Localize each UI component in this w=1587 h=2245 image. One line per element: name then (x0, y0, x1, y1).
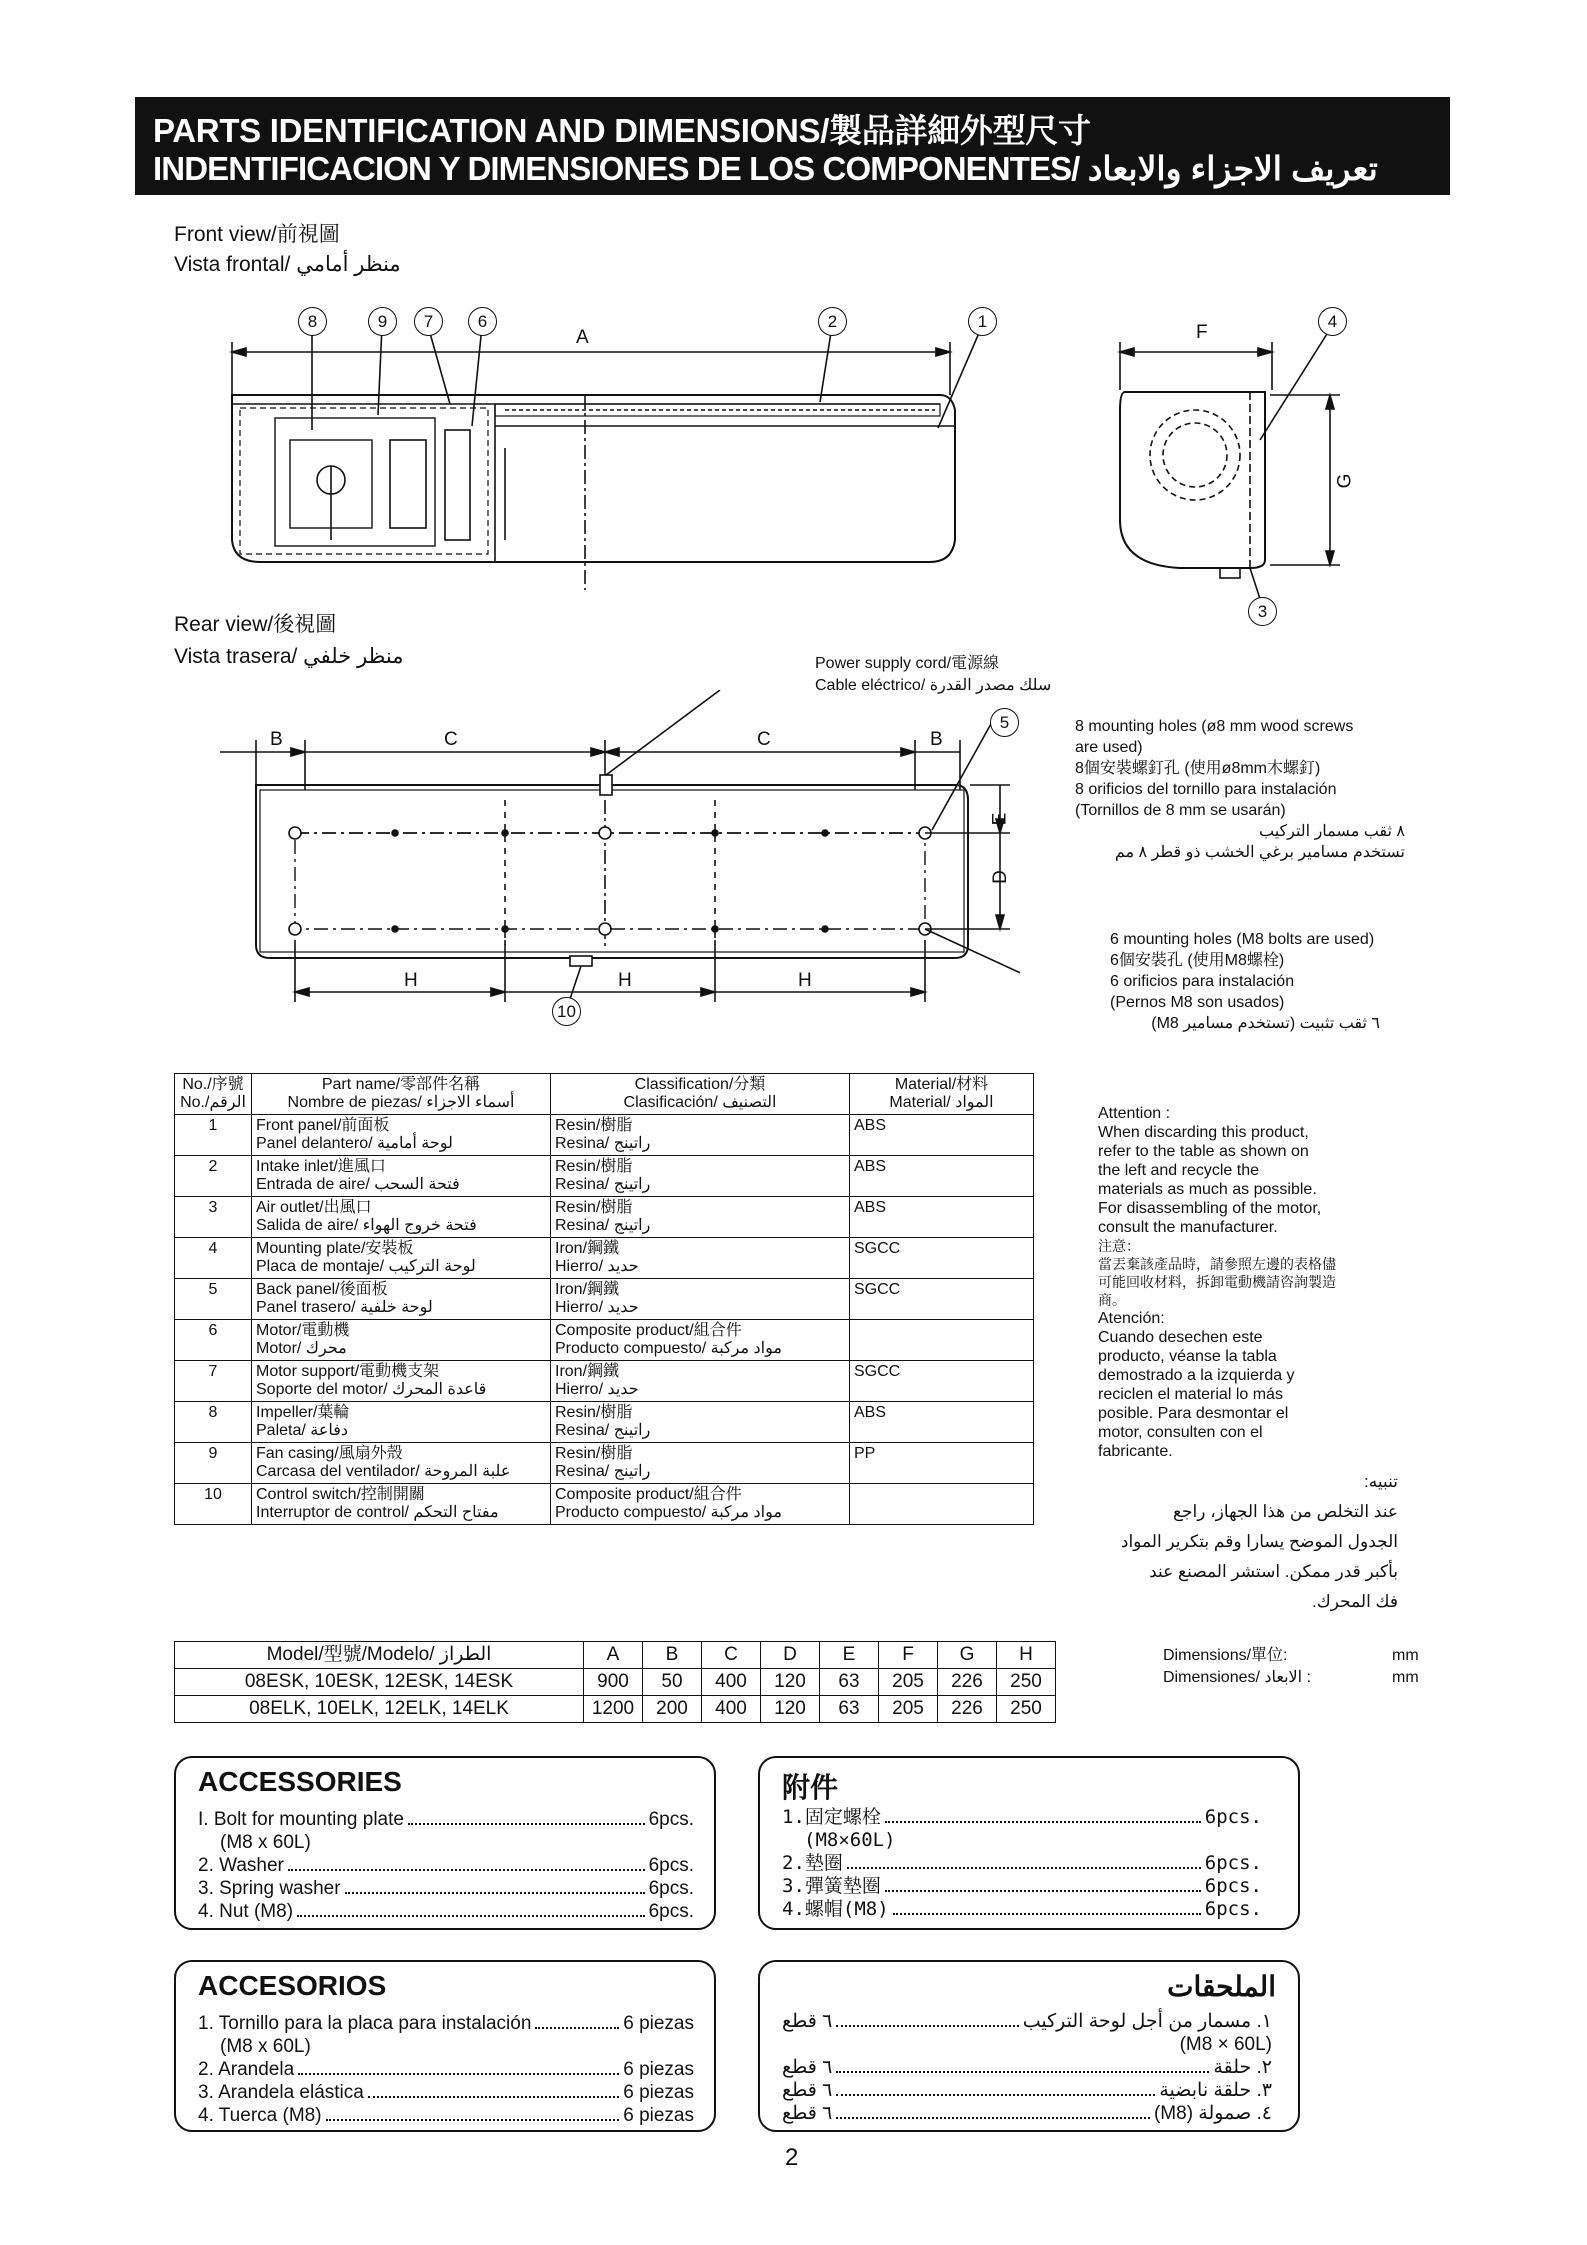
units-label: Dimensions/單位: (1163, 1647, 1288, 1664)
table-cell (850, 1320, 1034, 1361)
callout-10: 10 (552, 997, 581, 1026)
table-cell: ABS (850, 1197, 1034, 1238)
accessories-list-zh (782, 1806, 1262, 1921)
callout-4: 4 (1318, 307, 1347, 336)
table-cell: 226 (938, 1696, 997, 1723)
callout-1: 1 (968, 307, 997, 336)
table-row (175, 1402, 1034, 1443)
accessories-list-en (198, 1808, 694, 1923)
table-cell: Resin/樹脂 Resina/ راتينج (551, 1443, 850, 1484)
attention-line: عند التخلص من هذا الجهاز، راجع (1172, 1502, 1398, 1521)
attention-line: Cuando desechen este (1098, 1329, 1263, 1346)
attention-line: 注意： (1098, 1238, 1140, 1254)
table-cell: 08ESK, 10ESK, 12ESK, 14ESK (175, 1669, 584, 1696)
table-row (175, 1669, 1056, 1696)
table-cell: 50 (643, 1669, 702, 1696)
list-item-sub: (M8 × 60L) (1179, 2034, 1272, 2055)
table-cell: Iron/鋼鐵 Hierro/ حديد (551, 1361, 850, 1402)
accessories-box-en (174, 1756, 716, 1930)
col-part-name: Part name/零部件名稱 Nombre de piezas/ أسماء الاجزاء (252, 1074, 551, 1115)
accessories-box-zh (758, 1756, 1300, 1930)
parts-table (174, 1073, 1034, 1525)
table-cell: 226 (938, 1669, 997, 1696)
dims-header-model: Model/型號/Modelo/ الطراز (175, 1642, 584, 1669)
table-cell: 205 (879, 1696, 938, 1723)
attention-line: 可能回收材料，拆卸電動機請咨詢製造 (1098, 1274, 1336, 1290)
dim-label-H-1: H (404, 970, 418, 991)
attention-line: For disassembling of the motor, (1098, 1200, 1322, 1217)
attention-line: producto, véanse la tabla (1098, 1348, 1277, 1365)
table-row (175, 1197, 1034, 1238)
note-8-holes: 8 mounting holes (ø8 mm wood screws are used) 8個安裝螺釘孔 (使用ø8mm木螺釘) 8 orificios del tornillo para instalación (Tornillos de 8 mm se usarán) ٨ ثقب مسمار التركيب تستخدم مسامير برغي الخشب ذو قطر ٨ مم (1075, 718, 1405, 861)
table-row (175, 1320, 1034, 1361)
dim-label-A: A (576, 327, 589, 348)
list-item-sub: (M8 x 60L) (220, 2036, 311, 2057)
list-item: 4. Tuerca (M8) 6 piezas (198, 2105, 694, 2126)
dims-header-F: F (879, 1642, 938, 1669)
table-row (175, 1279, 1034, 1320)
list-item: ٤. صمولة (M8) ٦ قطع (782, 2103, 1272, 2124)
dimensions-table (174, 1641, 1056, 1723)
list-item: 3.彈簧墊圈 6pcs. (782, 1875, 1262, 1897)
table-cell: 63 (820, 1696, 879, 1723)
callout-6: 6 (468, 307, 497, 336)
dim-label-F: F (1196, 322, 1208, 343)
units-value-2: mm (1392, 1669, 1419, 1686)
table-cell: 250 (997, 1696, 1056, 1723)
dim-label-C-left: C (444, 729, 458, 750)
table-cell: 400 (702, 1669, 761, 1696)
list-item-sub: (M8×60L) (804, 1829, 896, 1851)
table-row (175, 1156, 1034, 1197)
attention-line: the left and recycle the (1098, 1162, 1259, 1179)
attention-line: الجدول الموضح يسارا وقم بتكرير المواد (1120, 1532, 1398, 1551)
attention-line: بأكبر قدر ممكن. استشر المصنع عند (1149, 1562, 1398, 1581)
col-no: No./序號 No./الرقم (175, 1074, 252, 1115)
table-cell: 205 (879, 1669, 938, 1696)
table-cell: 8 (175, 1402, 252, 1443)
table-cell: Motor support/電動機支架 Soporte del motor/ قاعدة المحرك (252, 1361, 551, 1402)
list-item: ٢. حلقة ٦ قطع (782, 2057, 1272, 2078)
table-cell: 08ELK, 10ELK, 12ELK, 14ELK (175, 1696, 584, 1723)
dims-header-E: E (820, 1642, 879, 1669)
accessories-title-es: ACCESORIOS (198, 1970, 387, 2001)
list-item: 2. Washer 6pcs. (198, 1855, 694, 1876)
callout-5: 5 (990, 708, 1019, 737)
list-item: ١. مسمار من أجل لوحة التركيب ٦ قطع (782, 2011, 1272, 2032)
attention-note (1098, 1104, 1398, 1617)
list-item: 2.墊圈 6pcs. (782, 1852, 1262, 1874)
table-cell: Intake inlet/進風口 Entrada de aire/ فتحة السحب (252, 1156, 551, 1197)
callout-9: 9 (368, 307, 397, 336)
table-cell: 10 (175, 1484, 252, 1525)
attention-line: materials as much as possible. (1098, 1181, 1317, 1198)
accessories-box-es (174, 1960, 716, 2132)
list-item: ٣. حلقة نابضية ٦ قطع (782, 2080, 1272, 2101)
table-cell: 7 (175, 1361, 252, 1402)
dim-label-G: G (1334, 473, 1356, 489)
rear-view-label: Rear view/後視圖 (174, 613, 337, 636)
table-row (175, 1361, 1034, 1402)
attention-line: posible. Para desmontar el (1098, 1405, 1289, 1422)
table-cell: Front panel/前面板 Panel delantero/ لوحة أمامية (252, 1115, 551, 1156)
col-classification: Classification/分類 Clasificación/ التصنيف (551, 1074, 850, 1115)
dim-label-B-left: B (270, 729, 283, 750)
front-view-label-2: Vista frontal/ منظر أمامي (174, 253, 401, 276)
table-cell: 63 (820, 1669, 879, 1696)
attention-line: consult the manufacturer. (1098, 1219, 1278, 1236)
list-item-sub: (M8 x 60L) (220, 1832, 311, 1853)
table-row (175, 1484, 1034, 1525)
table-cell: Iron/鋼鐵 Hierro/ حديد (551, 1279, 850, 1320)
attention-line: demostrado a la izquierda y (1098, 1367, 1295, 1384)
table-cell: Fan casing/風扇外殼 Carcasa del ventilador/ علبة المروحة (252, 1443, 551, 1484)
dims-header-H: H (997, 1642, 1056, 1669)
table-row (175, 1238, 1034, 1279)
rear-view-label-2: Vista trasera/ منظر خلفي (174, 645, 404, 668)
list-item: I. Bolt for mounting plate 6pcs. (198, 1809, 694, 1830)
table-cell: ABS (850, 1156, 1034, 1197)
attention-line: reciclen el material lo más (1098, 1386, 1283, 1403)
attention-line: 商。 (1098, 1292, 1126, 1308)
attention-line: Attention : (1098, 1105, 1171, 1122)
attention-line: فك المحرك. (1312, 1592, 1398, 1611)
dims-header-A: A (584, 1642, 643, 1669)
list-item: 4.螺帽(M8) 6pcs. (782, 1898, 1262, 1920)
dim-label-E: E (989, 812, 1011, 826)
table-cell: SGCC (850, 1238, 1034, 1279)
dim-label-B-right: B (930, 729, 943, 750)
attention-line: refer to the table as shown on (1098, 1143, 1309, 1160)
dims-header-row (175, 1642, 1056, 1669)
table-row (175, 1443, 1034, 1484)
table-cell: SGCC (850, 1361, 1034, 1402)
page-title-line-1: PARTS IDENTIFICATION AND DIMENSIONS/製品詳細外型尺寸 (153, 112, 1091, 149)
dim-label-H-2: H (618, 970, 632, 991)
table-cell: 1 (175, 1115, 252, 1156)
table-cell: 4 (175, 1238, 252, 1279)
dims-header-B: B (643, 1642, 702, 1669)
table-row (175, 1115, 1034, 1156)
dim-label-H-3: H (798, 970, 812, 991)
list-item: 3. Spring washer 6pcs. (198, 1878, 694, 1899)
accessories-title-ar: الملحقات (1167, 1971, 1276, 2002)
table-cell (850, 1484, 1034, 1525)
units-value: mm (1392, 1647, 1419, 1664)
table-cell: 1200 (584, 1696, 643, 1723)
attention-line: When discarding this product, (1098, 1124, 1309, 1141)
list-item: 1. Tornillo para la placa para instalación 6 piezas (198, 2013, 694, 2034)
table-cell: 6 (175, 1320, 252, 1361)
table-cell: Composite product/組合件 Producto compuesto/ مواد مركبة (551, 1484, 850, 1525)
list-item: 1.固定螺栓 6pcs. (782, 1806, 1262, 1828)
dims-header-G: G (938, 1642, 997, 1669)
table-cell: 400 (702, 1696, 761, 1723)
title-bar (135, 97, 1450, 195)
table-cell: PP (850, 1443, 1034, 1484)
table-cell: 900 (584, 1669, 643, 1696)
table-cell: Composite product/組合件 Producto compuesto/ مواد مركبة (551, 1320, 850, 1361)
accessories-title-en: ACCESSORIES (198, 1766, 402, 1797)
attention-line: fabricante. (1098, 1443, 1173, 1460)
attention-line: Atención: (1098, 1310, 1165, 1327)
table-cell: Air outlet/出風口 Salida de aire/ فتحة خروج الهواء (252, 1197, 551, 1238)
attention-line: motor, consulten con el (1098, 1424, 1263, 1441)
table-row (175, 1696, 1056, 1723)
accessories-box-ar (758, 1960, 1300, 2132)
table-cell: Impeller/葉輪 Paleta/ دفاعة (252, 1402, 551, 1443)
table-cell: Control switch/控制開關 Interruptor de control/ مفتاح التحكم (252, 1484, 551, 1525)
callout-2: 2 (818, 307, 847, 336)
units-label-2: Dimensiones/ الابعاد : (1163, 1669, 1312, 1686)
dim-label-C-right: C (757, 729, 771, 750)
attention-line: 當丟棄該產品時，請參照左邊的表格儘 (1098, 1256, 1336, 1272)
table-cell: Mounting plate/安裝板 Placa de montaje/ لوحة التركيب (252, 1238, 551, 1279)
table-cell: Motor/電動機 Motor/ محرك (252, 1320, 551, 1361)
table-cell: Resin/樹脂 Resina/ راتينج (551, 1402, 850, 1443)
page-title-line-2: INDENTIFICACION Y DIMENSIONES DE LOS COMPONENTES/ تعريف الاجزاء والابعاد (153, 150, 1378, 187)
dims-header-C: C (702, 1642, 761, 1669)
list-item: 3. Arandela elástica 6 piezas (198, 2082, 694, 2103)
dims-header-D: D (761, 1642, 820, 1669)
table-cell: 9 (175, 1443, 252, 1484)
table-cell: ABS (850, 1402, 1034, 1443)
table-cell: 250 (997, 1669, 1056, 1696)
table-cell: Iron/鋼鐵 Hierro/ حديد (551, 1238, 850, 1279)
table-cell: 120 (761, 1669, 820, 1696)
callout-7: 7 (414, 307, 443, 336)
table-cell: 200 (643, 1696, 702, 1723)
power-cord-label: Power supply cord/電源線 (815, 655, 1000, 672)
front-view-label: Front view/前視圖 (174, 223, 340, 246)
page-number: 2 (785, 2144, 799, 2171)
dim-label-D: D (989, 870, 1011, 884)
table-cell: Resin/樹脂 Resina/ راتينج (551, 1115, 850, 1156)
accessories-list-es (198, 2012, 694, 2127)
table-cell: Back panel/後面板 Panel trasero/ لوحة خلفية (252, 1279, 551, 1320)
table-cell: ABS (850, 1115, 1034, 1156)
attention-line: تنبيه: (1364, 1472, 1398, 1491)
parts-table-header (175, 1074, 1034, 1115)
table-cell: 120 (761, 1696, 820, 1723)
table-cell: 2 (175, 1156, 252, 1197)
callout-8: 8 (298, 307, 327, 336)
table-cell: SGCC (850, 1279, 1034, 1320)
col-material: Material/材料 Material/ المواد (850, 1074, 1034, 1115)
table-cell: Resin/樹脂 Resina/ راتينج (551, 1197, 850, 1238)
accessories-title-zh: 附件 (782, 1772, 839, 1803)
list-item: 2. Arandela 6 piezas (198, 2059, 694, 2080)
note-6-holes: 6 mounting holes (M8 bolts are used) 6個安裝孔 (使用M8螺栓) 6 orificios para instalación (Pernos M8 son usados) ٦ ثقب تثبيت (تستخدم مسامير M8) (1110, 931, 1380, 1032)
power-cord-label-2: Cable eléctrico/ سلك مصدر القدرة (815, 677, 1052, 694)
callout-3: 3 (1248, 597, 1277, 626)
table-cell: 5 (175, 1279, 252, 1320)
front-view-drawing (220, 300, 1370, 620)
accessories-list-ar (782, 2010, 1272, 2125)
table-cell: 3 (175, 1197, 252, 1238)
list-item: 4. Nut (M8) 6pcs. (198, 1901, 694, 1922)
table-cell: Resin/樹脂 Resina/ راتينج (551, 1156, 850, 1197)
